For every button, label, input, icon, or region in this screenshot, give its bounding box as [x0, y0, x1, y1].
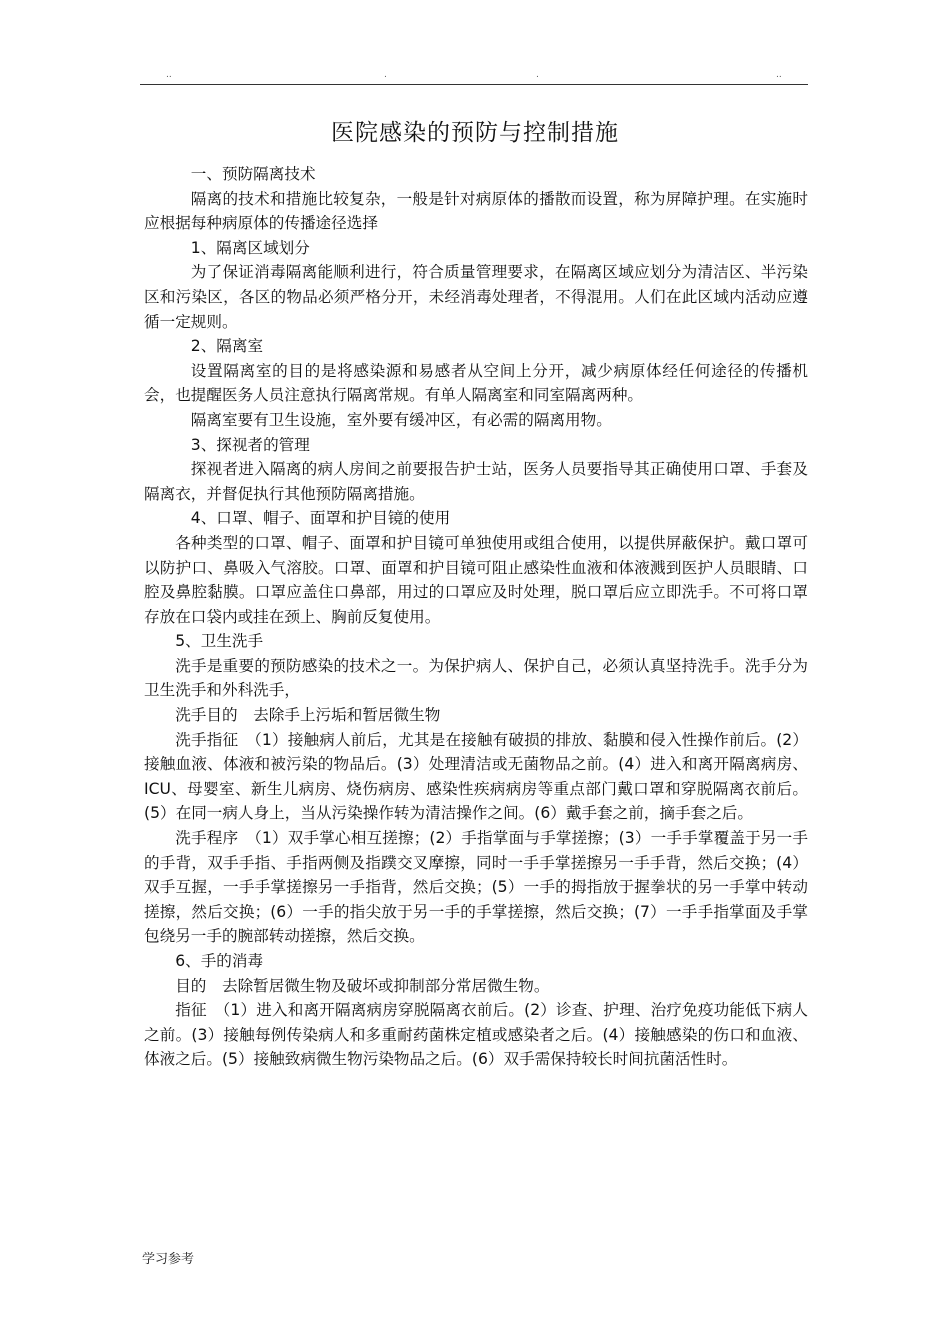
paragraph: 指征 （1）进入和离开隔离病房穿脱隔离衣前后。(2）诊查、护理、治疗免疫功能低下病人之前。(3）接触每例传染病人和多重耐药菌株定植或感染者之后。(4）接触感染的伤口和血液、体液之后。(5）接触致病微生物污染物品之后。(6）双手需保持较长时间抗菌活性时。	[144, 1001, 808, 1069]
paragraph: 目的 去除暂居微生物及破坏或抑制部分常居微生物。	[175, 976, 550, 995]
paragraph: 设置隔离室的目的是将感染源和易感者从空间上分开，减少病原体经任何途径的传播机会，也提醒医务人员注意执行隔离常规。有单人隔离室和同室隔离两种。	[144, 361, 808, 405]
subsection-heading: 3、探视者的管理	[190, 435, 310, 454]
subsection-heading: 2、隔离室	[190, 337, 264, 356]
paragraph: 各种类型的口罩、帽子、面罩和护目镜可单独使用或组合使用，以提供屏蔽保护。戴口罩可以防护口、鼻吸入气溶胶。口罩、面罩和护目镜可阻止感染性血液和体液溅到医护人员眼睛、口腔及鼻腔黏膜。口罩应盖住口鼻部，用过的口罩应及时处理，脱口罩后应立即洗手。不可将口罩存放在口袋内或挂在颈上、胸前反复使用。	[144, 533, 808, 626]
paragraph: 洗手指征 （1）接触病人前后，尤其是在接触有破损的排放、黏膜和侵入性操作前后。(2）接触血液、体液和被污染的物品后。(3）处理清洁或无菌物品之前。(4）进入和离开隔离病房、ICU、母婴室、新生儿病房、烧伤病房、感染性疾病病房等重点部门戴口罩和穿脱隔离衣前后。(5）在同一病人身上，当从污染操作转为清洁操作之间。(6）戴手套之前，摘手套之后。	[144, 730, 808, 823]
header-dots	[140, 70, 808, 82]
header-dot-2: .	[384, 70, 387, 80]
paragraph: 探视者进入隔离的病人房间之前要报告护士站，医务人员要指导其正确使用口罩、手套及隔离衣，并督促执行其他预防隔离措施。	[144, 460, 808, 503]
page-footer: 学习参考	[142, 1252, 195, 1267]
header-dot-4: ..	[776, 70, 782, 80]
header-dot-3: .	[536, 70, 539, 80]
subsection-heading: 6、手的消毒	[175, 952, 264, 970]
paragraph: 洗手程序 （1）双手掌心相互搓擦；(2）手指掌面与手掌搓擦；(3）一手手掌覆盖于另一手的手背，双手手指、手指两侧及指蹼交叉摩擦，同时一手手掌搓擦另一手手背，然后交换；(4）双手互握，一手手掌搓擦另一手指背，然后交换；(5）一手的拇指放于握拳状的另一手掌中转动搓擦，然后交换；(6）一手的指尖放于另一手的手掌搓擦，然后交换；(7）一手手指掌面及手掌包绕另一手的腕部转动搓擦，然后交换。	[144, 829, 808, 946]
paragraph: 为了保证消毒隔离能顺利进行，符合质量管理要求，在隔离区域应划分为清洁区、半污染区和污染区，各区的物品必须严格分开，未经消毒处理者，不得混用。人们在此区域内活动应遵循一定规则。	[144, 263, 808, 331]
page-title: 医院感染的预防与控制措施	[331, 120, 619, 146]
document-body	[144, 162, 808, 1072]
header-rule	[140, 84, 808, 85]
paragraph: 隔离的技术和措施比较复杂，一般是针对病原体的播散而设置，称为屏障护理。在实施时应根据每种病原体的传播途径选择	[144, 189, 808, 233]
subsection-heading: 5、卫生洗手	[175, 632, 264, 651]
header-dot-1: ..	[166, 70, 172, 80]
paragraph: 隔离室要有卫生设施，室外要有缓冲区，有必需的隔离用物。	[190, 410, 612, 429]
section-heading: 一、预防隔离技术	[190, 165, 316, 183]
paragraph: 洗手目的 去除手上污垢和暂居微生物	[175, 706, 441, 725]
paragraph: 洗手是重要的预防感染的技术之一。为保护病人、保护自己，必须认真坚持洗手。洗手分为卫生洗手和外科洗手，	[144, 656, 808, 700]
subsection-heading: 4、口罩、帽子、面罩和护目镜的使用	[190, 509, 451, 528]
subsection-heading: 1、隔离区域划分	[190, 238, 310, 257]
